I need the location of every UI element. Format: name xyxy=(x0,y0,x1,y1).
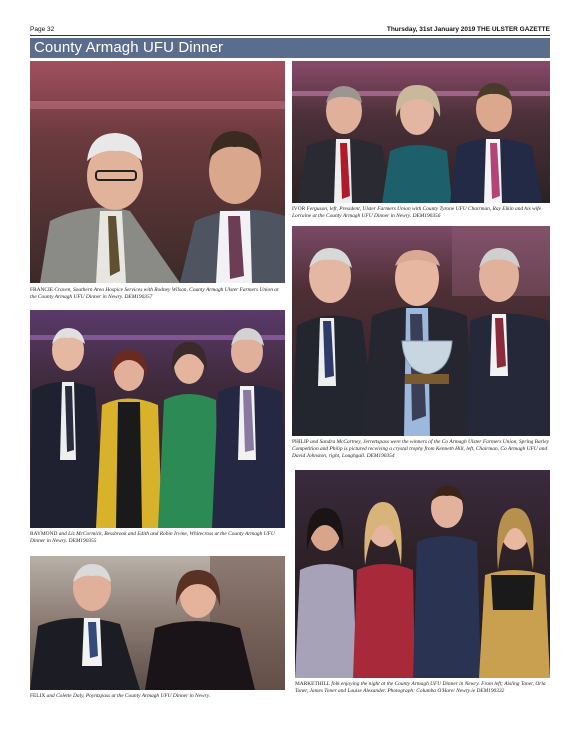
caption-lead: FRANCIE xyxy=(30,287,54,293)
photo-francie-craven xyxy=(30,61,285,283)
caption-text: and Sandra McCartney, Jerrettspass were the winners of the Co Armagh Ulster Farmers Union, Spring Barley Competition and Philip is pictured receiving a crystal trophy from Kenneth Hill, left, Chairman, Co Armagh UFU and David Johnston, right, Loughgall. DEM190354 xyxy=(292,439,550,459)
photo-raymond-mccormick xyxy=(30,310,285,528)
issue-line: Thursday, 31st January 2019 THE ULSTER GAZETTE xyxy=(386,26,550,33)
caption-text: folk enjoying the night at the County Armagh UFU Dinner in Newry. From left; Aisling Toner, Orla Toner, James Toner and Louise Alexander. Photograph: Columba O'Hare/ Newry.ie DEM190332 xyxy=(295,681,546,694)
caption-text: and Liz McCormick, Bessbrook and Edith and Robin Irvine, Whitecross at the County Armagh UFU Dinner in Newry. DEM190355 xyxy=(30,531,275,544)
caption-lead: RAYMOND xyxy=(30,531,58,537)
headline-bar xyxy=(30,38,550,58)
headline: County Armagh UFU Dinner xyxy=(34,39,224,56)
photo-ivor-ferguson xyxy=(292,61,550,203)
header-rule xyxy=(30,35,550,36)
caption-lead: IVOR xyxy=(292,206,306,212)
caption-text: Craven, Southern Area Hospice Services with Rodney Wilson, County Armagh Ulster Farmers Union at the County Armagh UFU Dinner in Newry. DEM190357 xyxy=(30,287,279,300)
caption-lead: PHILIP xyxy=(292,439,309,445)
caption-lead: MARKETHILL xyxy=(295,681,331,687)
caption-felix-daly xyxy=(30,693,285,700)
caption-markethill-folk xyxy=(295,681,550,695)
caption-raymond-mccormick xyxy=(30,531,285,545)
photo-philip-mccartney xyxy=(292,226,550,436)
page-number: Page 32 xyxy=(30,26,55,33)
caption-ivor-ferguson xyxy=(292,206,550,220)
photo-felix-daly xyxy=(30,556,285,690)
caption-lead: FELIX xyxy=(30,693,46,699)
caption-francie-craven xyxy=(30,287,285,301)
caption-text: and Colette Daly, Poyntzpass at the County Armagh UFU Dinner in Newry. xyxy=(45,693,211,699)
caption-philip-mccartney xyxy=(292,439,550,460)
photo-markethill-folk xyxy=(295,470,550,678)
caption-text: Ferguson, left, President, Ulster Farmers Union with County Tyrone UFU Chairman, Ray Elkin and his wife Lorraine at the County Armagh UFU Dinner in Newry. DEM190356 xyxy=(292,206,542,219)
